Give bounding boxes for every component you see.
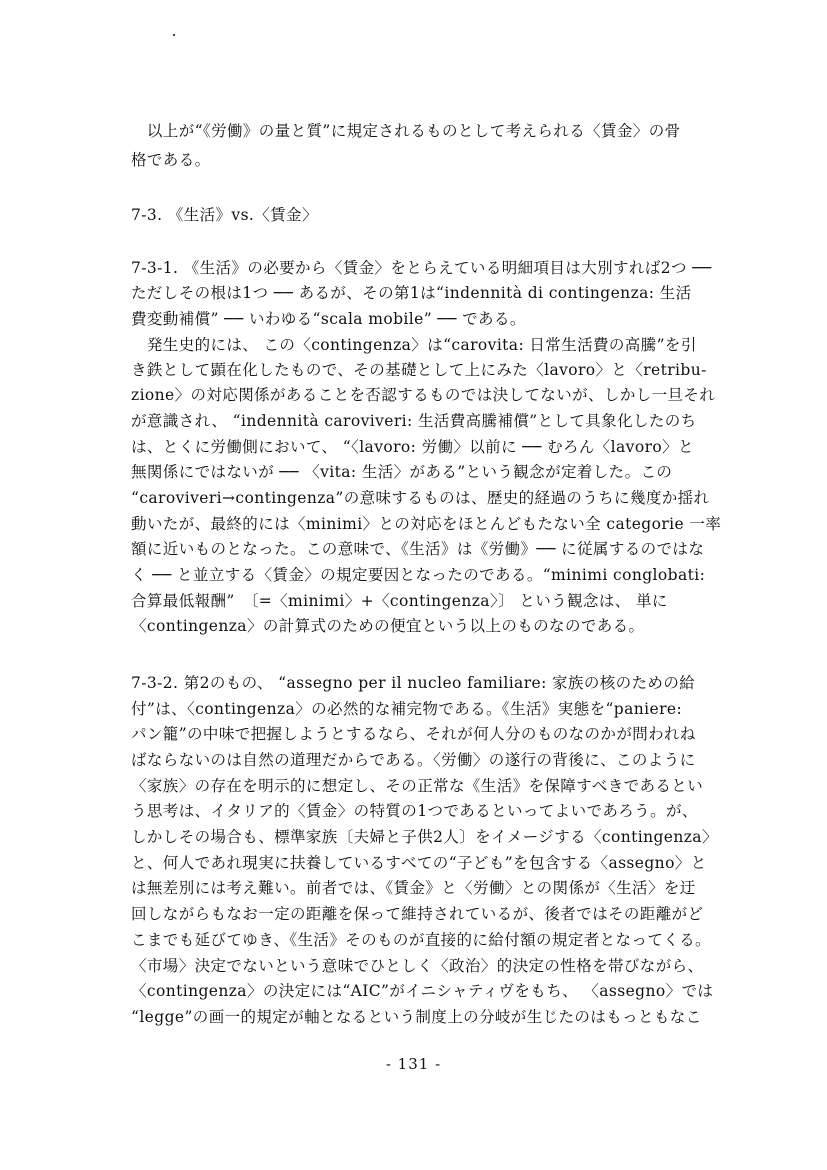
intro-line: 以上が“《労働》の量と質”に規定されるものとして考えられる〈賃金〉の骨 [131, 122, 681, 140]
paragraph-line: “legge”の画一的規定が軸となるという制度上の分岐が生じたのはもっともなこ [131, 1008, 702, 1026]
paragraph-line: 額に近いものとなった。この意味で、《生活》は《労働》── に従属するのではな [131, 540, 705, 558]
paragraph-line: パン籠”の中味で把握しようとするなら、それが何人分のものなのかが問われね [131, 725, 696, 743]
paragraph-line: ただしその根は1つ ── あるが、その第1は“indennità di contingenza: 生活 [131, 284, 692, 302]
paragraph-line: 7-3-2. 第2のもの、 “assegno per il nucleo familiare: 家族の核のための給 [131, 674, 696, 692]
paragraph-line: 7-3-1. 《生活》の必要から〈賃金〉をとらえている明細項目は大別すれば2つ ── [131, 259, 712, 277]
paragraph-line: 〈市場〉決定でないという意味でひとしく〈政治〉的決定の性格を帯びながら、 [131, 957, 704, 975]
paragraph-line: き鉄として顕在化したもので、その基礎として上にみた〈lavoro〉と〈retribu- [131, 361, 707, 379]
paragraph-line: は、とくに労働側において、 “〈lavoro: 労働〉以前に ── むろん〈lavoro〉と [131, 438, 694, 456]
paragraph-line: 付”は、〈contingenza〉の必然的な補完物である。《生活》実態を“paniere: [131, 700, 683, 718]
paragraph-line: う思考は、イタリア的〈賃金〉の特質の1つであるといってよいであろう。が、 [131, 802, 698, 820]
paragraph-line: こまでも延びてゆき、《生活》そのものが直接的に給付額の規定者となってくる。 [131, 931, 711, 949]
paragraph-line: く ── と並立する〈賃金〉の規定要因となったのである。“minimi conglobati: [131, 566, 706, 584]
paragraph-line: 発生史的には、 この〈contingenza〉は“carovita: 日常生活費の高騰”を引 [131, 336, 697, 354]
paragraph-line: 回しながらもなお一定の距離を保って維持されているが、後者ではその距離がど [131, 905, 704, 923]
paragraph-line: しかしその場合も、標準家族〔夫婦と子供2人〕をイメージする〈contingenza〉 [131, 828, 718, 846]
paragraph-line: と、何人であれ現実に扶養しているすべての“子ども”を包含する〈assegno〉と [131, 854, 707, 872]
paragraph-line: 動いたが、最終的には〈minimi〉との対応をほとんどもたない全 categorie 一率 [131, 515, 722, 533]
scan-speck [173, 34, 175, 36]
paragraph-line: zione〉の対応関係があることを否認するものでは決してないが、しかし一旦それ [131, 386, 716, 404]
paragraph-line: ばならないのは自然の道理だからである。〈労働〉の遂行の背後に、このように [131, 751, 696, 769]
paragraph-line: 〈contingenza〉の決定には“AIC”がイニシャティヴをもち、 〈assegno〉では [131, 982, 714, 1000]
intro-line: 格である。 [131, 151, 211, 169]
paragraph-line: “caroviveri→contingenza”の意味するものは、歴史的経過のうちに幾度か揺れ [131, 489, 710, 507]
paragraph-line: 〈contingenza〉の計算式のための便宜という以上のものなのである。 [131, 617, 645, 635]
paragraph-line: 〈家族〉の存在を明示的に想定し、その正常な《生活》を保障すべきであるとい [131, 777, 704, 795]
paragraph-line: 無関係にではないが ── 〈vita: 生活〉がある”という観念が定着した。この [131, 463, 673, 481]
paragraph-line: 合算最低報酬” 〔=〈minimi〉+〈contingenza〉〕 という観念は、 単に [131, 592, 668, 610]
page-number: - 131 - [385, 1055, 442, 1073]
paragraph-line: が意識され、 “indennità caroviveri: 生活費高騰補償”として具象化したのち [131, 412, 697, 430]
paragraph-line: は無差別には考え難い。前者では、《賃金》と〈労働〉との関係が〈生活〉を迂 [131, 879, 696, 897]
section-heading: 7-3. 《生活》vs.〈賃金〉 [131, 206, 318, 224]
paragraph-line: 費変動補償” ── いわゆる“scala mobile” ── である。 [131, 310, 526, 328]
